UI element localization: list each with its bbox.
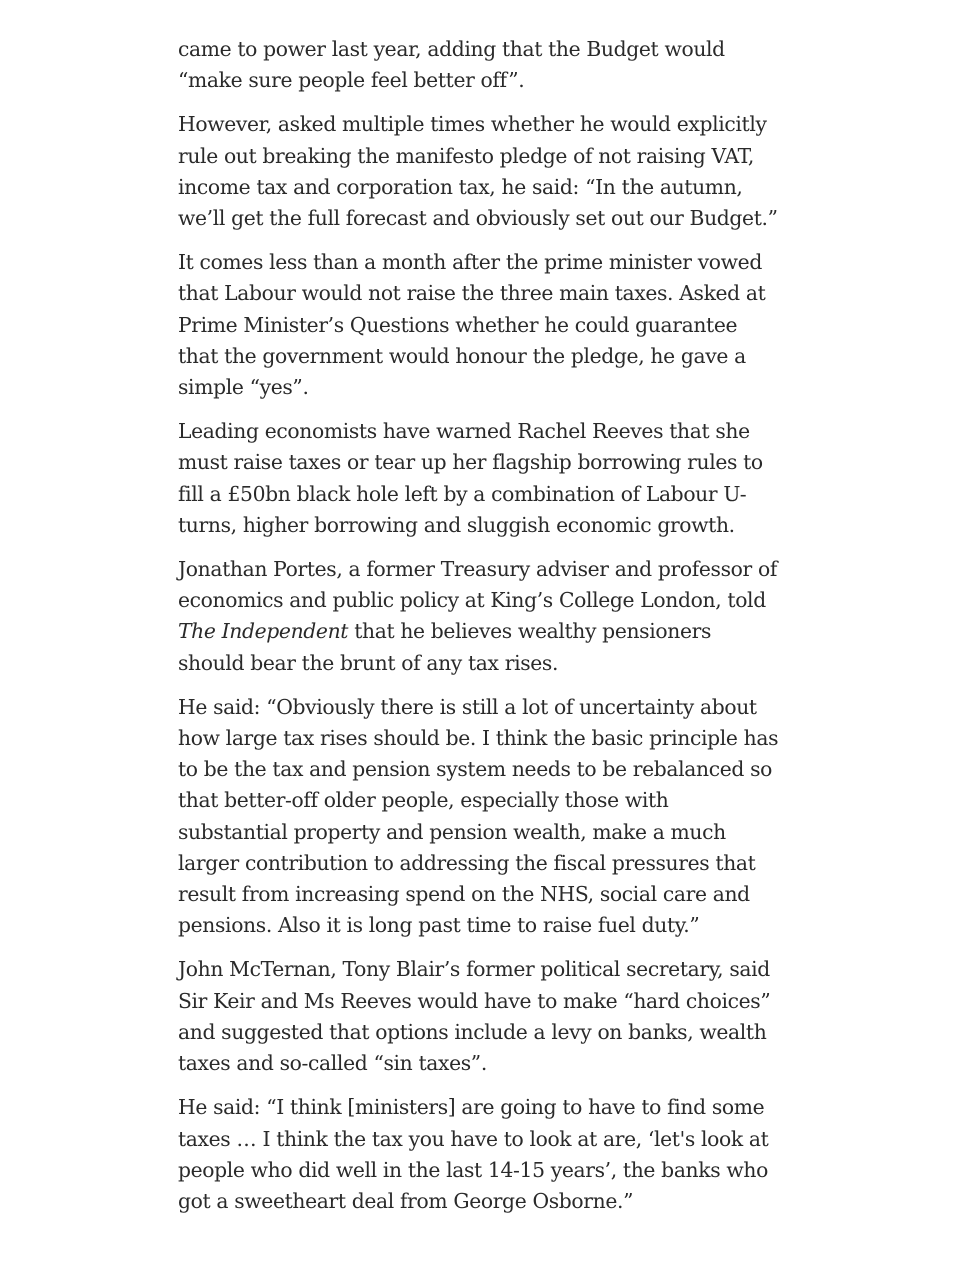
paragraph-8: He said: “I think [ministers] are going to have to find some taxes … I think the tax you have to look at are, ‘let's look at people who did well in the last 14-15 years’, the banks who got a sweetheart deal from George Osborne.” <box>178 1095 769 1213</box>
paragraph-7: John McTernan, Tony Blair’s former political secretary, said Sir Keir and Ms Reeves would have to make “hard choices” and suggested that options include a levy on banks, wealth taxes and so-called “sin taxes”. <box>178 957 771 1076</box>
paragraph-5 <box>178 554 780 679</box>
paragraph-5-text-after: that he believes wealthy pensioners should bear the brunt of any tax rises. <box>178 619 712 675</box>
publication-name: The Independent <box>178 619 349 644</box>
paragraph-5-text-before: Jonathan Portes, a former Treasury adviser and professor of economics and public policy at King’s College London, told <box>178 557 777 613</box>
paragraph-4: Leading economists have warned Rachel Reeves that she must raise taxes or tear up her flagship borrowing rules to fill a £50bn black hole left by a combination of Labour U-turns, higher borrowing and sluggish economic growth. <box>178 419 763 537</box>
paragraph-3: It comes less than a month after the prime minister vowed that Labour would not raise the three main taxes. Asked at Prime Minister’s Questions whether he could guarantee that the government would honour the pledge, he gave a simple “yes”. <box>178 250 766 400</box>
paragraph-1: came to power last year, adding that the Budget would “make sure people feel better off”. <box>178 37 725 93</box>
paragraph-6: He said: “Obviously there is still a lot of uncertainty about how large tax rises should be. I think the basic principle has to be the tax and pension system needs to be rebalanced so that better-off older people, especially those with substantial property and pension wealth, make a much larger contribution to addressing the fiscal pressures that result from increasing spend on the NHS, social care and pensions. Also it is long past time to raise fuel duty.” <box>178 694 779 938</box>
paragraph-2: However, asked multiple times whether he would explicitly rule out breaking the manifesto pledge of not raising VAT, income tax and corporation tax, he said: “In the autumn, we’ll get the full forecast and obviously set out our Budget.” <box>178 112 778 231</box>
article-body <box>178 34 780 1230</box>
